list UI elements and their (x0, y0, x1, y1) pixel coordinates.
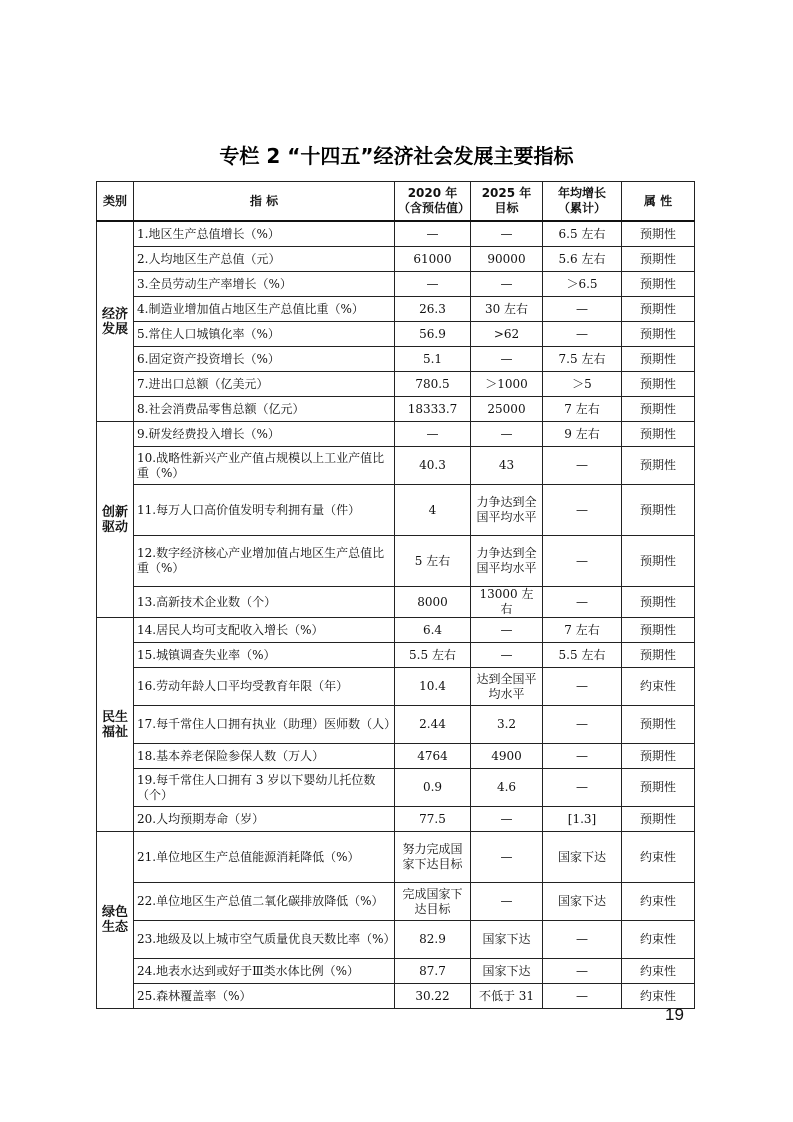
annual-growth: — (543, 485, 622, 536)
value-2020: 26.3 (395, 297, 471, 322)
value-2020: 30.22 (395, 984, 471, 1009)
value-2020: 8000 (395, 587, 471, 618)
header-2020-line1: 2020 年 (407, 186, 458, 200)
indicator-name: 6.固定资产投资增长（%） (134, 347, 395, 372)
header-growth (543, 182, 622, 222)
header-2025-line1: 2025 年 (481, 186, 532, 200)
attribute: 预期性 (622, 447, 695, 485)
table-header-row (97, 182, 695, 222)
value-2020: 5.1 (395, 347, 471, 372)
annual-growth: — (543, 536, 622, 587)
value-2020: 4 (395, 485, 471, 536)
indicator-name: 7.进出口总额（亿美元） (134, 372, 395, 397)
table-row (97, 832, 695, 883)
attribute: 预期性 (622, 247, 695, 272)
value-2020: — (395, 221, 471, 247)
page-title: 专栏 2 “十四五”经济社会发展主要指标 (219, 144, 574, 168)
category-line2: 发展 (101, 321, 128, 337)
target-2025: — (471, 807, 543, 832)
table-row (97, 322, 695, 347)
table-row (97, 643, 695, 668)
attribute: 预期性 (622, 272, 695, 297)
category-cell (97, 618, 134, 832)
target-2025: 43 (471, 447, 543, 485)
indicator-name: 4.制造业增加值占地区生产总值比重（%） (134, 297, 395, 322)
value-2020: 努力完成国家下达目标 (395, 832, 471, 883)
target-2025: 3.2 (471, 706, 543, 744)
attribute: 约束性 (622, 984, 695, 1009)
table-row (97, 397, 695, 422)
table-row (97, 297, 695, 322)
category-cell (97, 422, 134, 618)
target-2025: >62 (471, 322, 543, 347)
annual-growth: — (543, 668, 622, 706)
target-2025: 不低于 31 (471, 984, 543, 1009)
attribute: 预期性 (622, 706, 695, 744)
indicator-name: 2.人均地区生产总值（元） (134, 247, 395, 272)
target-2025: 4900 (471, 744, 543, 769)
header-2025-line2: 目标 (494, 201, 519, 215)
category-cell (97, 221, 134, 422)
target-2025: — (471, 272, 543, 297)
attribute: 预期性 (622, 769, 695, 807)
value-2020: 5.5 左右 (395, 643, 471, 668)
indicator-name: 19.每千常住人口拥有 3 岁以下婴幼儿托位数（个） (134, 769, 395, 807)
annual-growth: — (543, 959, 622, 984)
annual-growth: 5.5 左右 (543, 643, 622, 668)
table-row (97, 272, 695, 297)
header-category: 类别 (97, 182, 134, 222)
table-row (97, 247, 695, 272)
category-line2: 福祉 (101, 724, 128, 740)
value-2020: 40.3 (395, 447, 471, 485)
annual-growth: 9 左右 (543, 422, 622, 447)
target-2025: 国家下达 (471, 959, 543, 984)
table-row (97, 807, 695, 832)
attribute: 预期性 (622, 347, 695, 372)
table-row (97, 959, 695, 984)
annual-growth: — (543, 587, 622, 618)
indicator-name: 13.高新技术企业数（个） (134, 587, 395, 618)
attribute: 预期性 (622, 372, 695, 397)
header-attr: 属 性 (622, 182, 695, 222)
annual-growth: 7 左右 (543, 397, 622, 422)
attribute: 约束性 (622, 959, 695, 984)
value-2020: — (395, 422, 471, 447)
attribute: 预期性 (622, 643, 695, 668)
header-indicator: 指 标 (134, 182, 395, 222)
table-row (97, 883, 695, 921)
attribute: 预期性 (622, 297, 695, 322)
annual-growth: 7 左右 (543, 618, 622, 643)
annual-growth: 6.5 左右 (543, 221, 622, 247)
value-2020: 完成国家下达目标 (395, 883, 471, 921)
attribute: 约束性 (622, 832, 695, 883)
value-2020: 2.44 (395, 706, 471, 744)
target-2025: 25000 (471, 397, 543, 422)
target-2025: 国家下达 (471, 921, 543, 959)
indicator-name: 9.研发经费投入增长（%） (134, 422, 395, 447)
annual-growth: 国家下达 (543, 832, 622, 883)
target-2025: — (471, 832, 543, 883)
category-line1: 经济 (101, 306, 128, 322)
indicator-name: 5.常住人口城镇化率（%） (134, 322, 395, 347)
value-2020: 61000 (395, 247, 471, 272)
category-line2: 生态 (101, 920, 128, 935)
target-2025: — (471, 422, 543, 447)
table-row (97, 706, 695, 744)
value-2020: 10.4 (395, 668, 471, 706)
table-row (97, 372, 695, 397)
attribute: 预期性 (622, 807, 695, 832)
value-2020: 6.4 (395, 618, 471, 643)
table-row (97, 485, 695, 536)
annual-growth: — (543, 322, 622, 347)
annual-growth: — (543, 769, 622, 807)
category-line1: 民生 (101, 709, 128, 725)
table-row (97, 347, 695, 372)
indicator-name: 12.数字经济核心产业增加值占地区生产总值比重（%） (134, 536, 395, 587)
value-2020: 77.5 (395, 807, 471, 832)
target-2025: 90000 (471, 247, 543, 272)
target-2025: 力争达到全国平均水平 (471, 536, 543, 587)
annual-growth: — (543, 447, 622, 485)
category-cell (97, 832, 134, 1009)
value-2020: 56.9 (395, 322, 471, 347)
table-row (97, 921, 695, 959)
indicator-name: 24.地表水达到或好于Ⅲ类水体比例（%） (134, 959, 395, 984)
indicator-name: 11.每万人口高价值发明专利拥有量（件） (134, 485, 395, 536)
value-2020: 4764 (395, 744, 471, 769)
table-row (97, 422, 695, 447)
target-2025: 达到全国平均水平 (471, 668, 543, 706)
value-2020: 0.9 (395, 769, 471, 807)
indicator-name: 10.战略性新兴产业产值占规模以上工业产值比重（%） (134, 447, 395, 485)
target-2025: 4.6 (471, 769, 543, 807)
annual-growth: — (543, 706, 622, 744)
target-2025: ＞1000 (471, 372, 543, 397)
indicator-name: 14.居民人均可支配收入增长（%） (134, 618, 395, 643)
target-2025: — (471, 883, 543, 921)
target-2025: — (471, 347, 543, 372)
indicator-name: 25.森林覆盖率（%） (134, 984, 395, 1009)
attribute: 预期性 (622, 422, 695, 447)
indicator-name: 18.基本养老保险参保人数（万人） (134, 744, 395, 769)
attribute: 约束性 (622, 668, 695, 706)
attribute: 预期性 (622, 322, 695, 347)
value-2020: 5 左右 (395, 536, 471, 587)
header-2025 (471, 182, 543, 222)
header-growth-line2: （累计） (557, 201, 606, 215)
category-line1: 创新 (101, 504, 128, 520)
target-2025: 13000 左右 (471, 587, 543, 618)
indicator-name: 8.社会消费品零售总额（亿元） (134, 397, 395, 422)
table-row (97, 769, 695, 807)
annual-growth: [1.3] (543, 807, 622, 832)
attribute: 约束性 (622, 921, 695, 959)
annual-growth: — (543, 921, 622, 959)
annual-growth: ＞6.5 (543, 272, 622, 297)
target-2025: — (471, 618, 543, 643)
table-row (97, 744, 695, 769)
indicator-name: 17.每千常住人口拥有执业（助理）医师数（人） (134, 706, 395, 744)
table-row (97, 447, 695, 485)
attribute: 约束性 (622, 883, 695, 921)
table-row (97, 221, 695, 247)
value-2020: 18333.7 (395, 397, 471, 422)
table-row (97, 668, 695, 706)
annual-growth: — (543, 984, 622, 1009)
indicator-name: 23.地级及以上城市空气质量优良天数比率（%） (134, 921, 395, 959)
table-body (97, 221, 695, 1009)
table-row (97, 587, 695, 618)
attribute: 预期性 (622, 587, 695, 618)
target-2025: 30 左右 (471, 297, 543, 322)
page-number: 19 (665, 1005, 684, 1024)
indicator-name: 20.人均预期寿命（岁） (134, 807, 395, 832)
annual-growth: 5.6 左右 (543, 247, 622, 272)
header-growth-line1: 年均增长 (557, 186, 606, 200)
value-2020: 82.9 (395, 921, 471, 959)
target-2025: — (471, 221, 543, 247)
indicator-name: 21.单位地区生产总值能源消耗降低（%） (134, 832, 395, 883)
indicator-name: 1.地区生产总值增长（%） (134, 221, 395, 247)
target-2025: 力争达到全国平均水平 (471, 485, 543, 536)
indicator-name: 3.全员劳动生产率增长（%） (134, 272, 395, 297)
annual-growth: 7.5 左右 (543, 347, 622, 372)
indicator-name: 22.单位地区生产总值二氧化碳排放降低（%） (134, 883, 395, 921)
table-row (97, 984, 695, 1009)
indicator-name: 16.劳动年龄人口平均受教育年限（年） (134, 668, 395, 706)
category-line2: 驱动 (101, 519, 128, 535)
attribute: 预期性 (622, 221, 695, 247)
category-line1: 绿色 (101, 905, 128, 920)
indicator-name: 15.城镇调查失业率（%） (134, 643, 395, 668)
value-2020: — (395, 272, 471, 297)
target-2025: — (471, 643, 543, 668)
attribute: 预期性 (622, 536, 695, 587)
header-2020-line2: （含预估值） (398, 201, 471, 215)
table-row (97, 536, 695, 587)
annual-growth: 国家下达 (543, 883, 622, 921)
annual-growth: ＞5 (543, 372, 622, 397)
attribute: 预期性 (622, 744, 695, 769)
annual-growth: — (543, 744, 622, 769)
value-2020: 780.5 (395, 372, 471, 397)
attribute: 预期性 (622, 397, 695, 422)
header-2020 (395, 182, 471, 222)
indicators-table (96, 181, 695, 1009)
attribute: 预期性 (622, 618, 695, 643)
attribute: 预期性 (622, 485, 695, 536)
table-row (97, 618, 695, 643)
annual-growth: — (543, 297, 622, 322)
value-2020: 87.7 (395, 959, 471, 984)
